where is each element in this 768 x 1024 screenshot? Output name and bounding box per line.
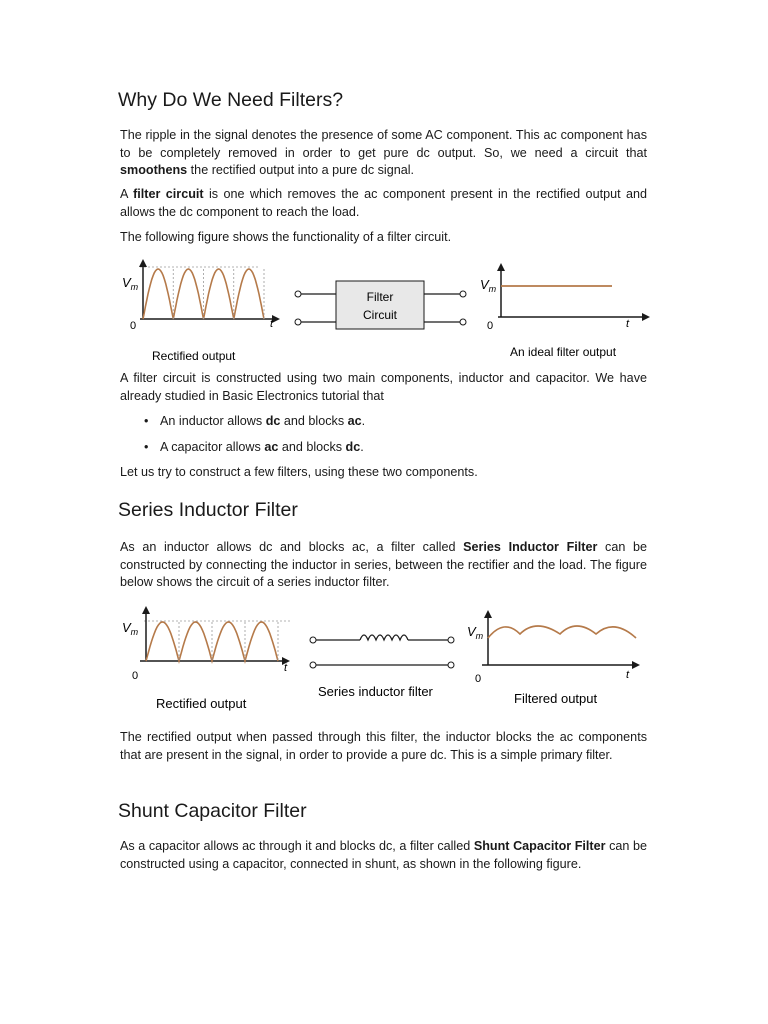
paragraph-filter-circuit-definition: A filter circuit is one which removes the ac component present in the rectified output and allows the dc component to reach the load. — [120, 187, 647, 219]
origin-label: 0 — [130, 320, 137, 332]
list-item: • A capacitor allows ac and blocks dc. — [120, 439, 647, 456]
dashed-half-cycle-markers — [173, 269, 264, 319]
origin-label: 0 — [475, 673, 482, 685]
t-label: t — [626, 669, 630, 681]
caption-series-inductor-filter: Series inductor filter — [318, 684, 433, 699]
filter-circuit-block — [295, 281, 466, 329]
heading-series-inductor-filter: Series Inductor Filter — [118, 499, 298, 521]
box-label-circuit: Circuit — [362, 308, 398, 322]
filtered-ripple-wave — [488, 626, 636, 638]
t-axis-arrow — [272, 315, 280, 323]
input-terminal-top — [310, 637, 316, 643]
figure-series-inductor-filter — [120, 604, 650, 716]
series-inductor-circuit — [310, 635, 454, 699]
heading-why-filters: Why Do We Need Filters? — [118, 89, 344, 111]
paragraph-figure-intro: The following figure shows the functionality of a filter circuit. — [120, 230, 452, 244]
origin-label: 0 — [132, 670, 139, 682]
input-terminal-top — [295, 291, 301, 297]
t-label: t — [284, 662, 288, 674]
t-label: t — [626, 318, 630, 330]
heading-shunt-capacitor-filter: Shunt Capacitor Filter — [118, 800, 307, 822]
t-axis-arrow — [632, 661, 640, 669]
paragraph-ripple: The ripple in the signal denotes the presence of some AC component. This ac component has to be completely removed in order to get pure dc output. So, we need a circuit that smoothens the rectified output into a pure dc signal. — [120, 128, 647, 178]
vm-label: $V_m$ — [480, 277, 497, 294]
caption-ideal-filter-output: An ideal filter output — [510, 345, 617, 359]
output-terminal-bottom — [448, 662, 454, 668]
input-terminal-bottom — [295, 319, 301, 325]
output-terminal-top — [448, 637, 454, 643]
caption-rectified-output: Rectified output — [152, 349, 236, 363]
t-axis-arrow — [642, 313, 650, 321]
output-terminal-top — [460, 291, 466, 297]
paragraph-inductor-blocks-ac: The rectified output when passed through this filter, the inductor blocks the ac components that are present in the signal, in order to provide a pure dc. This is a simple primary filter. — [120, 730, 647, 762]
vm-label: $V_m$ — [122, 275, 139, 292]
paragraph-construct-filters: Let us try to construct a few filters, using these two components. — [120, 465, 478, 479]
paragraph-shunt-capacitor: As a capacitor allows ac through it and blocks dc, a filter called Shunt Capacitor Filter can be constructed using a capacitor, connected in shunt, as shown in the following figure. — [120, 839, 647, 871]
figure-filter-functionality — [120, 257, 650, 365]
output-terminal-bottom — [460, 319, 466, 325]
paragraph-components: A filter circuit is constructed using two main components, inductor and capacitor. We have already studied in Basic Electronics tutorial that — [120, 371, 647, 403]
rectified-output-graph — [122, 259, 280, 363]
vm-label: $V_m$ — [122, 620, 139, 637]
t-label: t — [270, 318, 274, 330]
origin-label: 0 — [487, 320, 494, 332]
caption-filtered-output: Filtered output — [514, 691, 598, 706]
inductor-coil-icon — [360, 635, 408, 640]
dashed-half-cycle-markers — [179, 622, 278, 661]
ideal-filter-output-graph — [480, 263, 650, 359]
v-axis-arrow — [484, 610, 492, 618]
vm-label: $V_m$ — [467, 624, 484, 641]
list-item: • An inductor allows dc and blocks ac. — [120, 413, 647, 430]
input-terminal-bottom — [310, 662, 316, 668]
v-axis-arrow — [139, 259, 147, 267]
rectified-output-graph — [122, 606, 290, 711]
v-axis-arrow — [497, 263, 505, 271]
caption-rectified-output: Rectified output — [156, 696, 247, 711]
filtered-output-graph — [467, 610, 640, 706]
box-label-filter: Filter — [366, 290, 394, 304]
v-axis-arrow — [142, 606, 150, 614]
paragraph-series-inductor: As an inductor allows dc and blocks ac, a filter called Series Inductor Filter can be constructed by connecting the inductor in series, between the rectifier and the load. The figure below shows the circuit of a series inductor filter. — [120, 540, 647, 590]
component-bullet-list — [120, 413, 647, 456]
